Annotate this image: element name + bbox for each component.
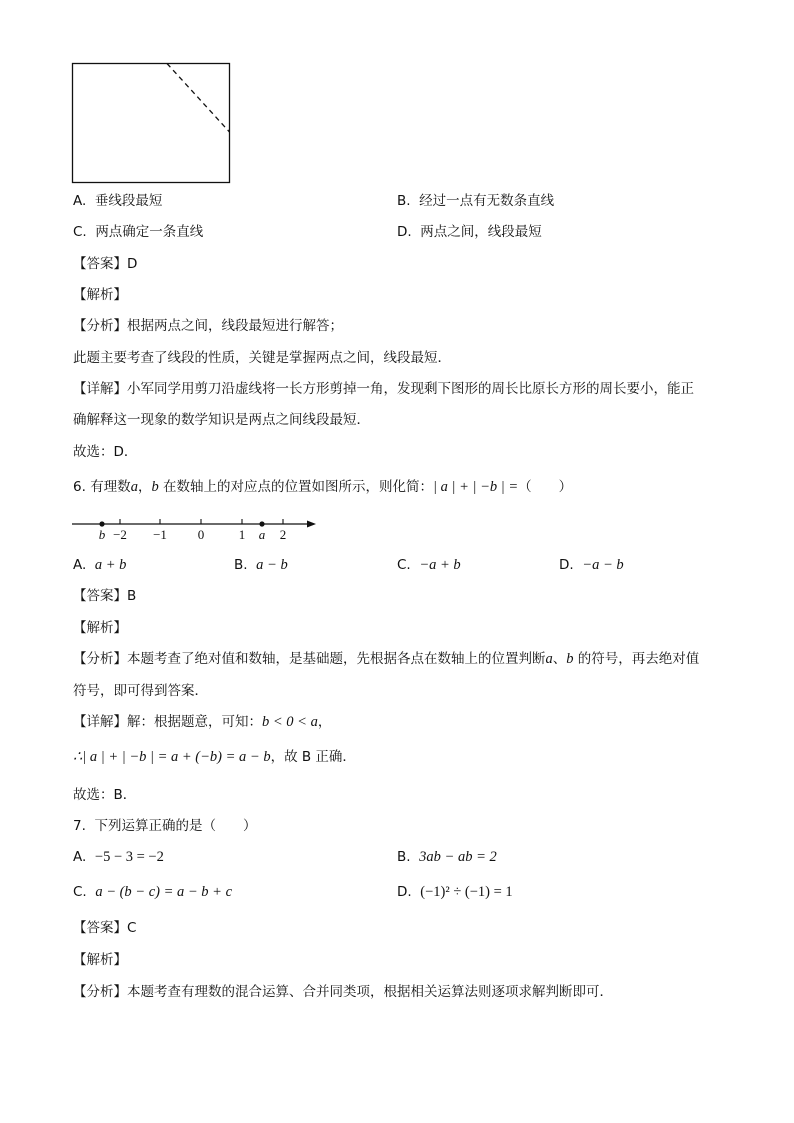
q6-option-d: D. −a − b [559,557,624,573]
axis-label-neg1: −1 [153,527,167,542]
axis-label-1: 1 [238,527,246,542]
q7-option-b: B. 3ab − ab = 2 [397,849,497,865]
q6-analysis: 【分析】本题考查了绝对值和数轴，是基础题，先根据各点在数轴上的位置判断a、b 的符号，再去绝对值 [73,651,700,667]
q6-step: ∴| a | + | −b | = a + (−b) = a − b，故 B 正确． [73,749,356,765]
q5-option-c: C. 两点确定一条直线 [73,224,204,240]
q6-detail: 【详解】解：根据题意，可知：b < 0 < a， [73,714,332,730]
q5-jiexi-heading: 【解析】 [73,287,127,303]
q5-select: 故选：D． [73,444,138,460]
q5-answer: 【答案】D [73,256,138,272]
q7-answer: 【答案】C [73,920,137,936]
q7-stem: 7. 下列运算正确的是（ ） [73,818,257,834]
q6-option-a: A. a + b [73,557,127,573]
rectangle-cut-figure [71,62,233,186]
axis-label-b: b [98,527,106,542]
q5-analysis-line2: 此题主要考查了线段的性质，关键是掌握两点之间，线段最短． [73,350,451,366]
q7-jiexi-heading: 【解析】 [73,952,127,968]
q5-option-d: D. 两点之间，线段最短 [397,224,542,240]
q5-option-b: B. 经过一点有无数条直线 [397,193,555,209]
q6-jiexi-heading: 【解析】 [73,620,127,636]
q5-detail-line2: 确解释这一现象的数学知识是两点之间线段最短． [73,412,370,428]
q5-analysis: 【分析】根据两点之间，线段最短进行解答； [73,318,343,334]
q6-analysis-line2: 符号，即可得到答案． [73,683,208,699]
q6-stem: 6. 有理数a，b 在数轴上的对应点的位置如图所示，则化简：| a | + | −b | =（ ） [73,479,573,495]
axis-label-2: 2 [279,527,287,542]
q6-answer: 【答案】B [73,588,137,604]
axis-label-a: a [258,527,266,542]
q6-option-c: C. −a + b [397,557,461,573]
q7-option-c: C. a − (b − c) = a − b + c [73,884,233,900]
axis-label-neg2: −2 [113,527,127,542]
q5-option-a: A. 垂线段最短 [73,193,163,209]
q7-option-d: D. (−1)² ÷ (−1) = 1 [397,884,513,900]
q6-option-b: B. a − b [234,557,288,573]
q7-analysis: 【分析】本题考查有理数的混合运算、合并同类项，根据相关运算法则逐项求解判断即可． [73,984,613,1000]
number-line [70,510,320,544]
q5-detail: 【详解】小军同学用剪刀沿虚线将一长方形剪掉一角，发现剩下图形的周长比原长方形的周长要小，能正 [73,381,694,397]
axis-label-0: 0 [197,527,205,542]
q6-select: 故选：B． [73,787,137,803]
q7-option-a: A. −5 − 3 = −2 [73,849,164,865]
